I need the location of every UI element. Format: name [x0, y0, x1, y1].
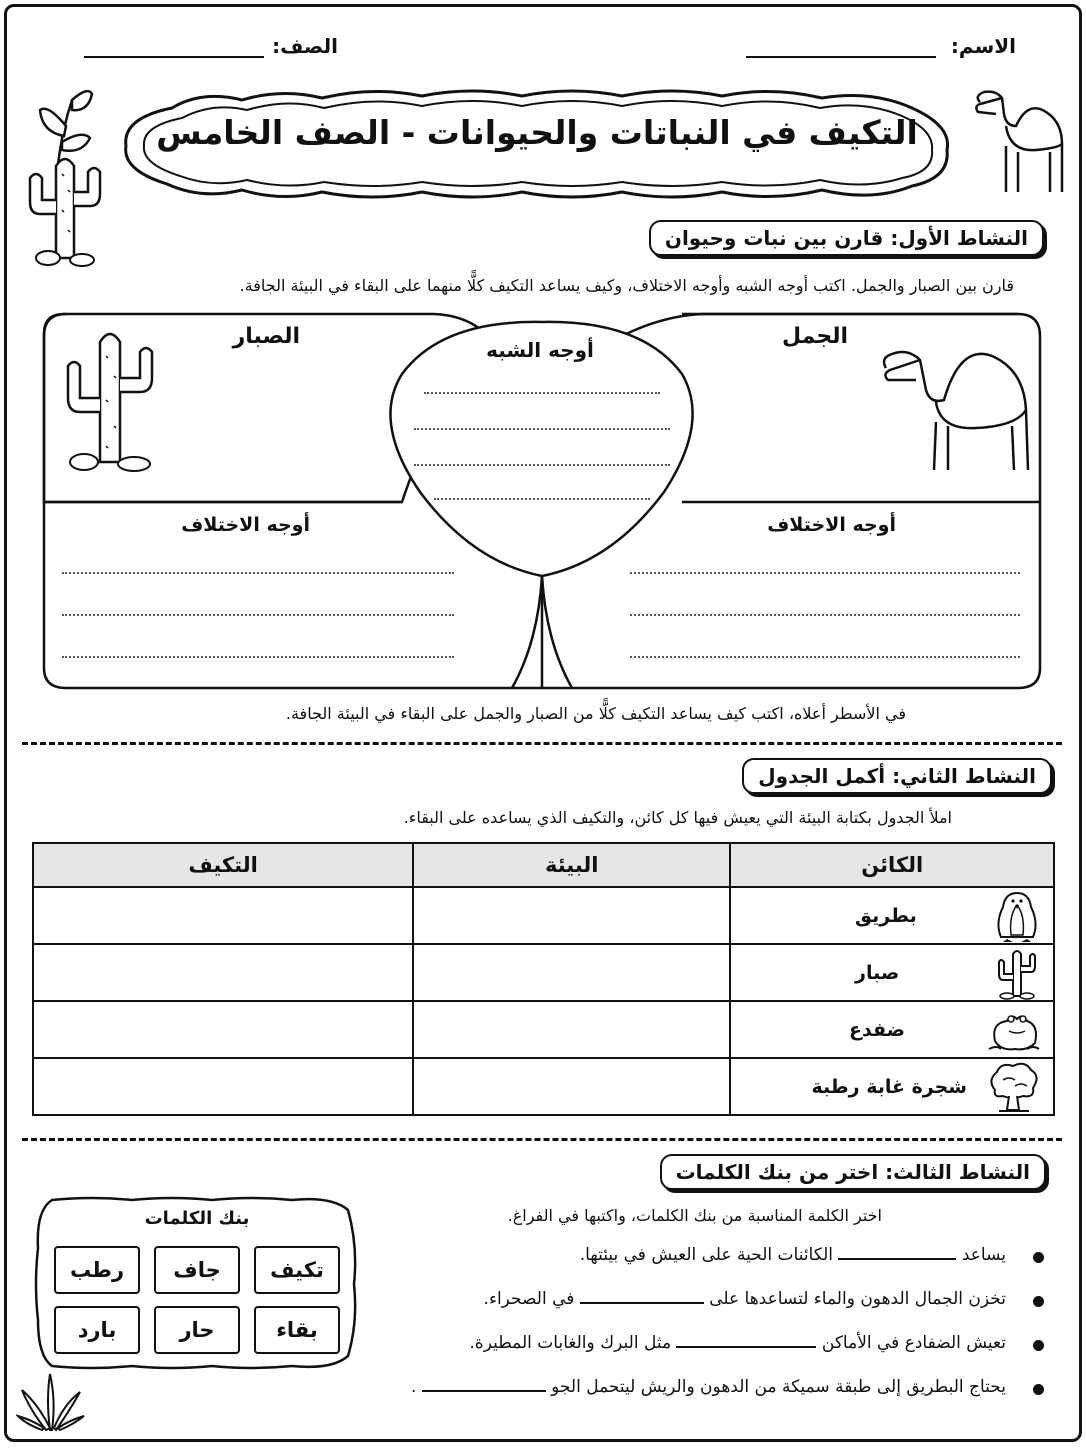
sentence-text: في الصحراء.	[483, 1289, 575, 1309]
organism-name: ضفدع	[849, 1018, 905, 1041]
table-row	[33, 1058, 1054, 1115]
organism-cell	[730, 944, 1054, 1001]
penguin-icon	[993, 889, 1041, 943]
activity1-footer-note: في الأسطر أعلاه، اكتب كيف يساعد التكيف كلًّا من الصبار والجمل على البقاء في البيئة الجافة.	[285, 704, 906, 723]
similarities-line[interactable]	[414, 428, 670, 430]
word-chip[interactable]: رطب	[54, 1246, 140, 1294]
organism-cell	[730, 1001, 1054, 1058]
activity1-instruction: قارن بين الصبار والجمل. اكتب أوجه الشبه وأوجه الاختلاف، وكيف يساعد التكيف كلًّا منهما على البقاء في البيئة الجافة.	[239, 276, 1014, 295]
bullet-icon	[1033, 1340, 1044, 1351]
organism-cell	[730, 887, 1054, 944]
sentence-text: يحتاج البطريق إلى طبقة سميكة من الدهون والريش ليتحمل الجو	[551, 1377, 1006, 1397]
activity2-title: النشاط الثاني: أكمل الجدول	[742, 758, 1052, 794]
answer-blank[interactable]	[676, 1346, 816, 1348]
activity1-title: النشاط الأول: قارن بين نبات وحيوان	[649, 220, 1044, 256]
cactus-icon	[993, 946, 1041, 1000]
fill-sentence	[580, 1245, 1006, 1265]
camel-label: الجمل	[781, 324, 848, 349]
fill-sentence	[411, 1377, 1006, 1397]
similarities-line[interactable]	[414, 464, 670, 466]
organism-cell	[730, 1058, 1054, 1115]
word-chip[interactable]: حار	[154, 1306, 240, 1354]
similarities-label: أوجه الشبه	[486, 338, 594, 362]
sentence-text: .	[410, 1377, 417, 1397]
cactus-difference-line[interactable]	[62, 656, 454, 658]
activity2-instruction: املأ الجدول بكتابة البيئة التي يعيش فيها كل كائن، والتكيف الذي يساعده على البقاء.	[403, 808, 952, 827]
table-row	[33, 1001, 1054, 1058]
organism-name: شجرة غابة رطبة	[811, 1075, 967, 1098]
bullet-icon	[1033, 1252, 1044, 1263]
cactus-icon	[20, 150, 110, 268]
cactus-differences-label: أوجه الاختلاف	[181, 514, 310, 536]
section-divider	[22, 1138, 1062, 1141]
adaptation-cell[interactable]	[33, 1058, 413, 1115]
grass-icon	[16, 1370, 86, 1434]
answer-blank[interactable]	[580, 1302, 704, 1304]
class-blank[interactable]	[84, 56, 264, 58]
table-row	[33, 944, 1054, 1001]
environment-cell[interactable]	[413, 1001, 730, 1058]
table-row	[33, 887, 1054, 944]
adaptation-cell[interactable]	[33, 887, 413, 944]
answer-blank[interactable]	[838, 1258, 956, 1260]
word-chip[interactable]: بقاء	[254, 1306, 340, 1354]
name-blank[interactable]	[746, 56, 936, 58]
tree-icon	[985, 1060, 1041, 1114]
sentence-text: يساعد	[961, 1245, 1006, 1265]
fill-sentence	[469, 1333, 1006, 1353]
word-chip[interactable]: بارد	[54, 1306, 140, 1354]
word-chip[interactable]: تكيف	[254, 1246, 340, 1294]
header-organism: الكائن	[730, 843, 1054, 887]
organisms-table	[32, 842, 1055, 1116]
fill-sentence	[484, 1289, 1006, 1309]
environment-cell[interactable]	[413, 1058, 730, 1115]
sentence-text: الكائنات الحية على العيش في بيئتها.	[579, 1245, 834, 1265]
similarities-line[interactable]	[424, 392, 660, 394]
answer-blank[interactable]	[422, 1390, 546, 1392]
sentence-text: مثل البرك والغابات المطيرة.	[469, 1333, 672, 1353]
frog-icon	[987, 1005, 1041, 1055]
cactus-difference-line[interactable]	[62, 614, 454, 616]
organism-name: صبار	[855, 961, 900, 984]
environment-cell[interactable]	[413, 944, 730, 1001]
bullet-icon	[1033, 1296, 1044, 1307]
sentence-text: تخزن الجمال الدهون والماء لتساعدها على	[709, 1289, 1006, 1309]
header-environment: البيئة	[413, 843, 730, 887]
camel-icon	[966, 86, 1076, 196]
name-label: الاسم:	[950, 34, 1016, 58]
cactus-difference-line[interactable]	[62, 572, 454, 574]
bullet-icon	[1033, 1384, 1044, 1395]
environment-cell[interactable]	[413, 887, 730, 944]
cactus-label: الصبار	[232, 324, 300, 349]
camel-icon	[876, 330, 1040, 476]
word-bank-title: بنك الكلمات	[144, 1208, 250, 1229]
class-label: الصف:	[272, 34, 338, 58]
section-divider	[22, 742, 1062, 745]
page-title: التكيف في النباتات والحيوانات - الصف الخامس	[156, 113, 918, 152]
camel-difference-line[interactable]	[630, 614, 1020, 616]
adaptation-cell[interactable]	[33, 944, 413, 1001]
organism-name: بطريق	[855, 904, 917, 927]
camel-difference-line[interactable]	[630, 572, 1020, 574]
adaptation-cell[interactable]	[33, 1001, 413, 1058]
similarities-line[interactable]	[434, 498, 650, 500]
word-chip[interactable]: جاف	[154, 1246, 240, 1294]
camel-difference-line[interactable]	[630, 656, 1020, 658]
cactus-icon	[62, 326, 158, 474]
activity3-instruction: اختر الكلمة المناسبة من بنك الكلمات، واكتبها في الفراغ.	[507, 1206, 882, 1225]
activity3-title: النشاط الثالث: اختر من بنك الكلمات	[660, 1154, 1046, 1190]
sentence-text: تعيش الضفادع في الأماكن	[821, 1333, 1006, 1353]
camel-differences-label: أوجه الاختلاف	[767, 514, 896, 536]
header-adaptation: التكيف	[33, 843, 413, 887]
